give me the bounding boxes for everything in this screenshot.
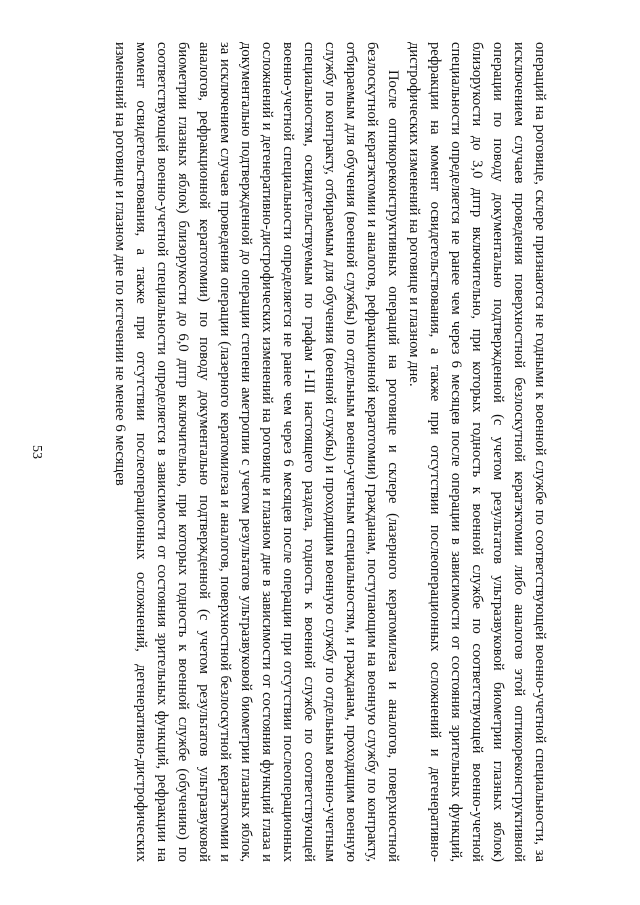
paragraph: После оптикореконструктивных операций на роговице и склере (лазерного кератомилеза и аналогов, поверхностной безлоскутной кератэктомии и аналогов, рефракционной кератотомии) гражданам, поступающим на военную службу по контракту, отбираемым для обучения (военной службы) по отдельным военно-учетным специальностям, и гражданам, проходящим военную службу по контракту, отбираемым для обучения (военной службы) и проходящим военную службу по отдельным военно-учетным специальностям, освидетельствуемым по графам I-III настоящего раздела, годность к военной службе по соответствующей военно-учетной специальности определяется не ранее чем через 6 месяцев после операции при отсутствии послеоперационных осложнений и дегенеративно-дистрофических изменений на роговице и глазном дне в зависимости от состояния функций глаза и документально подтвержденной до операции степени аметропии с учетом результатов ультразвуковой биометрии глазных яблок, за исключением случаев проведения операции (лазерного кератомилеза и аналогов, поверхностной безлоскутной кератэктомии и аналогов, рефракционной кератотомии) по поводу документально подтвержденной (с учетом результатов ультразвуковой биометрии глазных яблок) близорукости до 6,0 дптр включительно, при которых годность к военной службе (обучению) по соответствующей военно-учетной специальности определяется в зависимости от состояния зрительных функций, рефракции на момент освидетельствования, а также при отсутствии послеоперационных осложнений, дегенеративно-дистрофических изменений на роговице и глазном дне по истечении не менее 6 месяцев: [112, 42, 401, 862]
body-text: [90, 42, 550, 862]
paragraph-continued: операций на роговице, склере признаются не годными к военной службе по соответствующей военно-учетной специальности, за исключением случаев проведения поверхностной безлоскутной кератэктомии либо аналогов этой оптикореконструктивной операции по поводу документально подтвержденной (с учетом результатов ультразвуковой биометрии глазных яблок) близорукости до 3,0 дптр включительно, при которых годность к военной службе по соответствующей военно-учетной специальности определяется не ранее чем через 6 месяцев после операции в зависимости от состояния зрительных функций, рефракции на момент освидетельствования, а также при отсутствии послеоперационных осложнений и дегенеративно-дистрофических изменений на роговице и глазном дне.: [406, 42, 548, 862]
page-number: 53: [29, 445, 44, 459]
